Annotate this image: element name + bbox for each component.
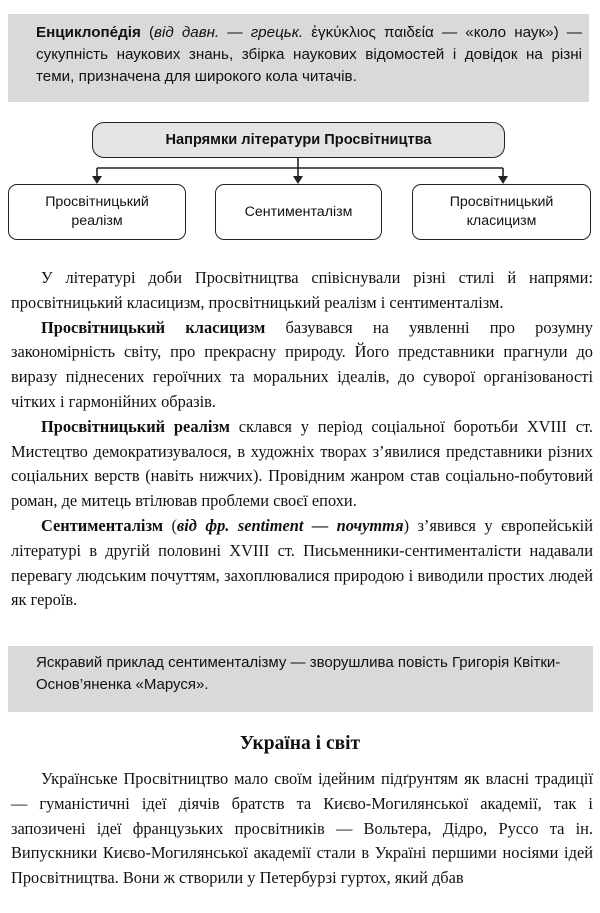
node-label: Просвітницький класицизм <box>449 194 554 229</box>
paragraph-classicism <box>11 316 593 415</box>
etymology-label: від давн. — грецьк. <box>154 24 304 41</box>
definition-body: — «коло наук») — сукупність наукових знань, збірка наукових відомостей і довідок на різні теми, призначена для широкого кола читачів. <box>36 24 582 85</box>
node-label: Сентименталізм <box>244 203 353 220</box>
arrow-right-icon <box>498 176 508 184</box>
main-text <box>11 266 593 613</box>
arrow-left-icon <box>92 176 102 184</box>
term-sentimentalism: Сентименталізм <box>41 515 163 535</box>
paragraph-ukraine-world: Українське Просвітництво мало своїм ідейним підґрунтям як власні традиції — гуманістичні ідеї діячів братств та Києво-Могилянської академії, так і запозичені ідеї французьких просвітників — Вольтера, Дідро, Руссо та ін. Випускники Києво-Могилянської академії стали в Україні першими носіями ідей Просвітництва. Вони ж створили у Петербурзі гуртох, який дбав <box>11 769 593 888</box>
paragraph-sentimentalism <box>11 514 593 613</box>
node-enlightenment-classicism <box>412 184 591 240</box>
node-sentimentalism <box>215 184 382 240</box>
literature-directions-diagram <box>0 112 600 252</box>
arrow-middle-icon <box>293 176 303 184</box>
definition-term: Енциклопе́дія <box>36 24 141 41</box>
node-enlightenment-realism <box>8 184 186 240</box>
paragraph-realism <box>11 415 593 514</box>
section-text <box>11 767 593 891</box>
term-classicism: Просвітницький класицизм <box>41 317 266 337</box>
diagram-title-node: Напрямки літератури Просвітництва <box>92 122 505 158</box>
sentimentalism-text: ) з’явився у європейській літературі в другій половині XVIII ст. Письменники-сентименталісти надавали перевагу людським почуттям, захоплювалися природою і виводили простих людей як героїв. <box>11 515 593 610</box>
section-title: Україна і світ <box>239 733 361 754</box>
classicism-text: базувався на уявленні про розумну закономірність світу, про прекрасну природу. Його представники прагнули до виразу піднесених героїчних та моральних ідеалів, до суворої організованості чітких і гармонійних образів. <box>11 317 593 411</box>
sentimentalism-etymology: від фр. sentiment — почуття <box>176 515 404 535</box>
realism-text: склався у період соціальної боротьби XVIII ст. Мистецтво демократизувалося, в художніх творах з’явилися представники різних соціальних верств (навіть нижчих). Провідним жанром став соціально-побутовий роман, де митець втілював проблеми своєї епохи. <box>11 416 593 511</box>
etymology-greek: ἐγκύκλιος παιδεία <box>303 24 434 41</box>
definition-text <box>36 22 582 88</box>
example-text: Яскравий приклад сентименталізму — зворушлива повість Григорія Квітки-Основ’яненка «Маруся». <box>36 654 561 693</box>
node-label: Просвітницький реалізм <box>45 194 149 229</box>
sentimentalism-open: ( <box>163 515 177 535</box>
paragraph-intro: У літературі доби Просвітництва співіснували різні стилі й напрями: просвітницький класицизм, просвітницький реалізм і сентименталізм. <box>11 268 593 312</box>
etymology-open: ( <box>140 24 155 41</box>
term-realism: Просвітницький реалізм <box>41 416 230 436</box>
